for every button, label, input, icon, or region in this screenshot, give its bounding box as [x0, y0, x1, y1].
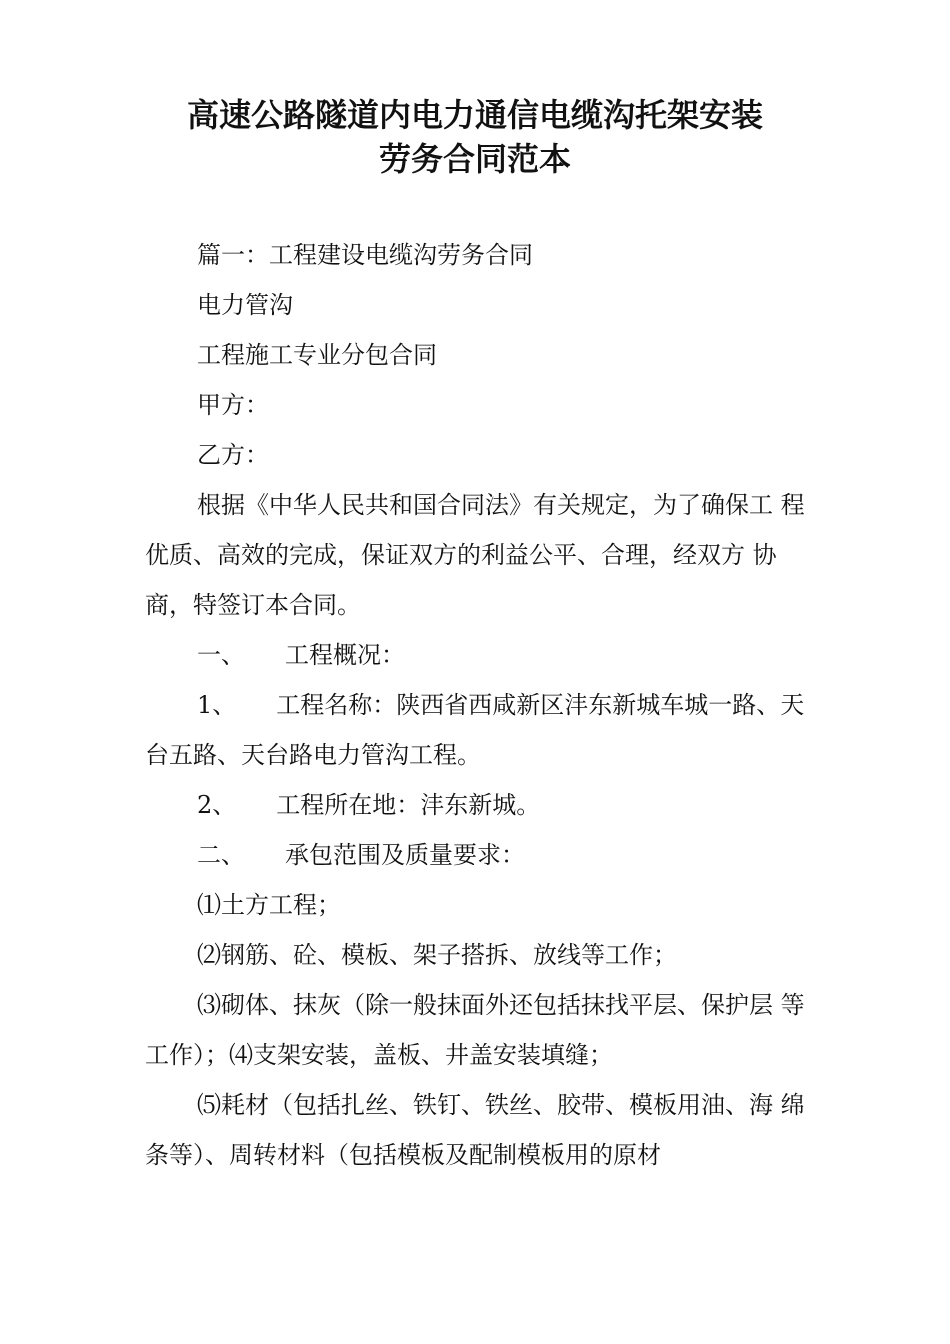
- item-2: [145, 780, 810, 830]
- section-1-text: 工程概况：: [285, 641, 405, 669]
- paragraph-preamble: 根据《中华人民共和国合同法》有关规定，为了确保工 程优质、高效的完成，保证双方的利益公平、合理，经双方 协商，特签订本合同。: [145, 491, 805, 619]
- scope-item-5: ⑸耗材（包括扎丝、铁钉、铁丝、胶带、模板用油、海 绵条等）、周转材料（包括模板及配制模板用的原材: [145, 1091, 805, 1169]
- document-body: [145, 230, 810, 1180]
- section-2-text: 承包范围及质量要求：: [285, 841, 525, 869]
- item-1: [145, 680, 810, 780]
- section-2-number: 二、: [197, 841, 245, 869]
- paragraph-party-b: 乙方：: [197, 441, 269, 469]
- scope-item-3-4: ⑶砌体、抹灰（除一般抹面外还包括抹找平层、保护层 等工作）；⑷支架安装，盖板、井盖安装填缝；: [145, 991, 805, 1069]
- scope-item-2: ⑵钢筋、砼、模板、架子搭拆、放线等工作；: [197, 941, 677, 969]
- item-2-number: 2、: [197, 791, 237, 819]
- paragraph-party-a: 甲方：: [197, 391, 269, 419]
- paragraph-project-type: 电力管沟: [197, 291, 293, 319]
- document-title-line-1: 高速公路隧道内电力通信电缆沟托架安装: [186, 96, 763, 134]
- section-2-heading: [145, 830, 810, 880]
- item-1-text: 工程名称：陕西省西咸新区沣东新城车城一路、天 台五路、天台路电力管沟工程。: [145, 691, 812, 769]
- item-2-text: 工程所在地：沣东新城。: [276, 791, 541, 819]
- section-1-heading: [145, 630, 810, 680]
- paragraph-contract-name: 工程施工专业分包合同: [197, 341, 437, 369]
- item-1-number: 1、: [197, 691, 237, 719]
- scope-item-1: ⑴土方工程；: [197, 891, 341, 919]
- section-1-number: 一、: [197, 641, 245, 669]
- document-title-line-2: 劳务合同范本: [378, 140, 571, 178]
- paragraph-chapter-heading: 篇一：工程建设电缆沟劳务合同: [197, 241, 533, 269]
